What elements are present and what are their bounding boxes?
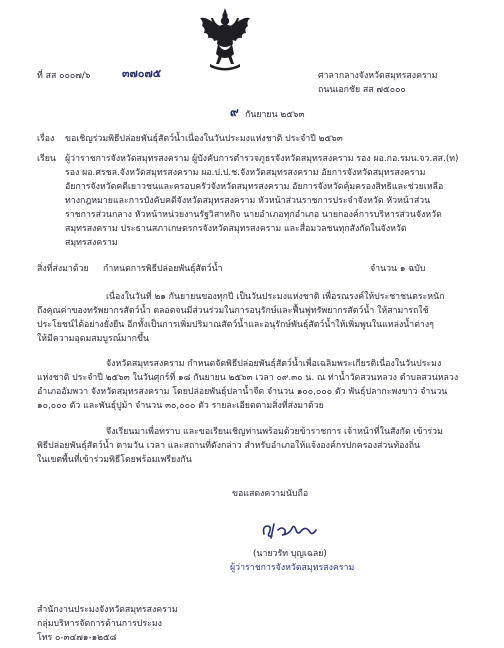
body-paragraph-1-line: เนื่องในวันที่ ๒๑ กันยายนของทุกปี เป็นวันประมงแห่งชาติ เพื่อรณรงค์ให้ประชาชนตระหนัก	[106, 292, 445, 302]
signer-name: (นายวรัท บุญเฉลย)	[253, 549, 327, 559]
body-paragraph-1-line: ให้มีความอุดมสมบูรณ์มากขึ้น	[37, 334, 149, 344]
body-paragraph-2-line: จังหวัดสมุทรสงคราม กำหนดจัดพิธีปล่อยพันธุ์สัตว์น้ำเพื่อเฉลิมพระเกียรติเนื่องในวันประมง	[106, 359, 442, 369]
body-paragraph-1-line: ประโยชน์ได้อย่างยั่งยืน อีกทั้งเป็นการเพิ่มปริมาณสัตว์น้ำและอนุรักษ์พันธุ์สัตว์น้ำให้เพิ่มพูนในแหล่งน้ำต่างๆ	[37, 320, 434, 330]
recipient-line: ทางกฎหมายและการบังคับคดีจังหวัดสมุทรสงคราม หัวหน้าส่วนราชการประจำจังหวัด หัวหน้าส่วน	[65, 196, 431, 206]
subject-label: เรื่อง	[37, 134, 55, 144]
recipient-line: สมุทรสงคราม ประธานสภาเกษตรกรจังหวัดสมุทรสงคราม และสื่อมวลชนทุกสังกัดในจังหวัด	[65, 224, 407, 234]
body-paragraph-1-line: ถึงคุณค่าของทรัพยากรสัตว์น้ำ ตลอดจนมีส่วนร่วมในการอนุรักษ์และฟื้นฟูทรัพยากรสัตว์น้ำ ให้สามารถใช้	[37, 306, 429, 316]
subject-text: ขอเชิญร่วมพิธีปล่อยพันธุ์สัตว์น้ำเนื่องในวันประมงแห่งชาติ ประจำปี ๒๕๖๓	[65, 134, 343, 144]
garuda-emblem-icon	[196, 6, 254, 72]
agency-address-line-1: ศาลากลางจังหวัดสมุทรสงคราม	[318, 71, 438, 81]
recipient-line: รอง ผอ.ศรชล.จังหวัดสมุทรสงคราม ผอ.ป.ป.ช.จังหวัดสมุทรสงคราม อัยการจังหวัดสมุทรสงคราม	[65, 168, 426, 178]
recipient-line: สมุทรสงคราม	[65, 238, 118, 248]
body-paragraph-2-line: ๑๐,๐๐๐ ตัว และพันธุ์ปูม้า จำนวน ๓๐,๐๐๐ ตัว รายละเอียดตามสิ่งที่ส่งมาด้วย	[37, 401, 324, 411]
recipient-line: ราชการส่วนกลาง หัวหน้าหน่วยงานรัฐวิสาหกิจ นายอำเภอทุกอำเภอ นายกองค์การบริหารส่วนจังหวัด	[65, 210, 442, 220]
signer-title: ผู้ว่าราชการจังหวัดสมุทรสงคราม	[230, 563, 355, 573]
agency-address-line-2: ถนนเอกชัย สส ๗๕๐๐๐	[318, 85, 406, 95]
signature-handwritten	[258, 518, 320, 542]
enclosure-quantity: จำนวน ๑ ฉบับ	[370, 264, 426, 274]
body-paragraph-2-line: อำเภออัมพวา จังหวัดสมุทรสงคราม โดยปล่อยพันธุ์ปลาน้ำจืด จำนวน ๑๐๐,๐๐๐ ตัว พันธุ์ปลากะพงขาว จำนวน	[37, 387, 448, 397]
document-number-handwritten: ๓๗๐๗๕	[122, 67, 162, 80]
enclosure-label: สิ่งที่ส่งมาด้วย	[37, 264, 89, 274]
body-paragraph-2-line: แห่งชาติ ประจำปี ๒๕๖๓ ในวันศุกร์ที่ ๑๘ กันยายน ๒๕๖๓ เวลา ๐๙.๓๐ น. ณ ท่าน้ำวัดสวนหลวง ตำบลสวนหลวง	[37, 373, 459, 383]
footer-phone: โทร ๐-๓๔๗๑-๑๒๕๘	[37, 633, 117, 643]
recipient-label: เรียน	[37, 154, 56, 164]
body-paragraph-3-line: ในเขตพื้นที่เข้าร่วมพิธีโดยพร้อมเพรียงกัน	[37, 455, 192, 465]
body-paragraph-3-line: พิธีปล่อยพันธุ์สัตว์น้ำ ตามวัน เวลา และสถานที่ดังกล่าว สำหรับอำเภอให้แจ้งองค์กรปกครองส่วนท้องถิ่น	[37, 441, 421, 451]
closing-regards: ขอแสดงความนับถือ	[232, 489, 309, 499]
footer-group: กลุ่มบริหารจัดการด้านการประมง	[37, 619, 162, 629]
document-number: ที่ สส ๐๐๐๗/๖	[37, 71, 91, 81]
date-month-year: กันยายน ๒๕๖๓	[245, 110, 305, 120]
footer-office: สำนักงานประมงจังหวัดสมุทรสงคราม	[37, 605, 178, 615]
body-paragraph-3-line: จึงเรียนมาเพื่อทราบ และขอเรียนเชิญท่านพร้อมด้วยข้าราชการ เจ้าหน้าที่ในสังกัด เข้าร่วม	[106, 427, 443, 437]
enclosure-text: กำหนดการพิธีปล่อยพันธุ์สัตว์น้ำ	[103, 264, 223, 274]
recipient-line: อัยการจังหวัดคดีเยาวชนและครอบครัวจังหวัดสมุทรสงคราม อัยการจังหวัดคุ้มครองสิทธิและช่วยเหลือ	[65, 182, 444, 192]
recipient-line: ผู้ว่าราชการจังหวัดสมุทรสงคราม ผู้บังคับการตำรวจภูธรจังหวัดสมุทรสงคราม รอง ผอ.กอ.รมน.จว.สส.(ท)	[65, 154, 459, 164]
date-day-handwritten: ๙	[230, 105, 239, 119]
